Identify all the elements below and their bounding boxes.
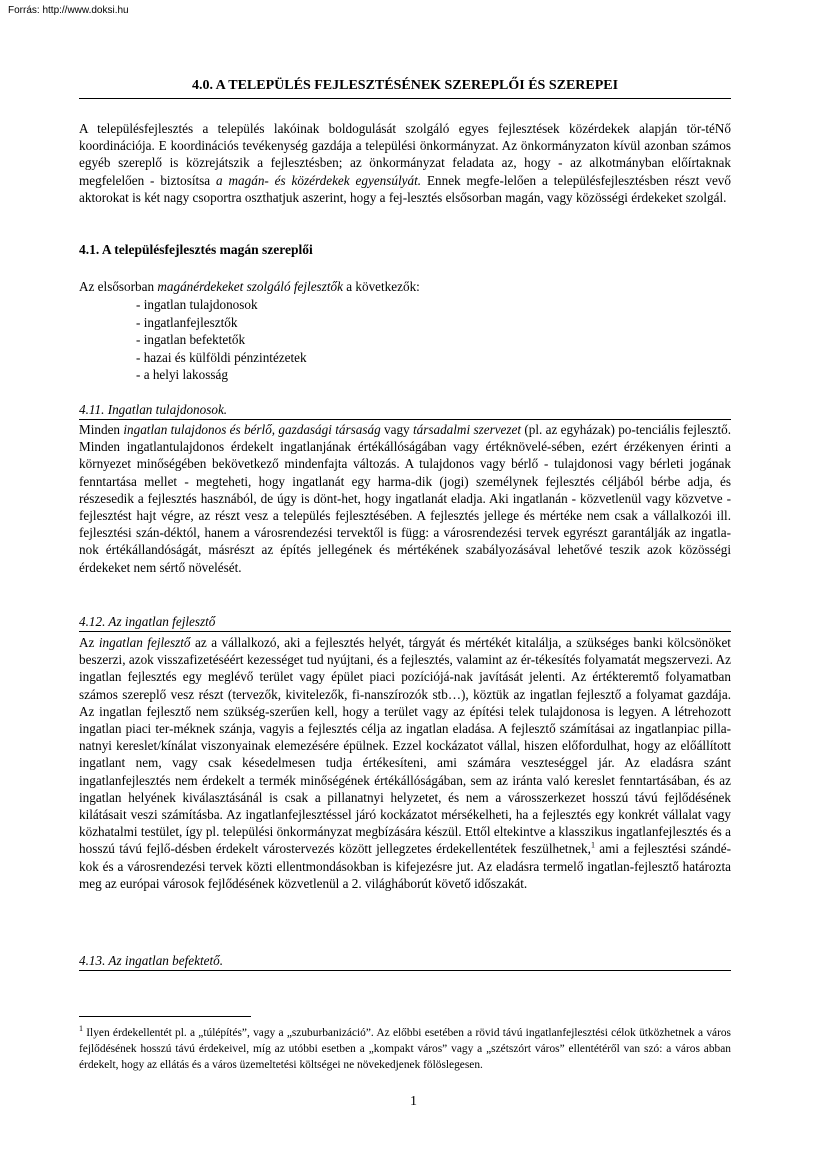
intro-text-2: Ennek megfe-lelően a településfejlesztésben részt vevő aktorokat is két nagy csoportra oszthatjuk aszerint, hogy a fej-lesztés elsősorban magán, vagy közösségi érdekeket szolgál. [79,172,731,205]
footnote-ref: 1 [590,841,595,851]
footnote-text: Ilyen érdekellentét pl. a „túlépítés”, vagy a „szuburbanizáció”. Az előbbi esetében a rövid távú ingatlanfejlesztési célok ütközhetnek a város fejlődésének hosszú távú érdekeivel, míg az utóbbi esetben a „kompakt város” vagy a „szétszórt város” ellentétéről van szó: a város abban érdekelt, hogy az ellátás és a város üzemeltetési költségei ne növekedjenek fölöslegesen. [79,1027,731,1071]
footnote [79,1025,731,1073]
intro-italic: a magán- és közérdekek egyensúlyát. [216,172,422,188]
intro-paragraph [79,120,731,206]
s411-italic-1: ingatlan tulajdonos és bérlő, gazdasági társaság [123,422,381,437]
list-item: - ingatlan befektetők [136,332,246,348]
list-item: - a helyi lakosság [136,367,228,383]
section-heading-4-1: 4.1. A településfejlesztés magán szereplői [79,242,313,257]
section-4-12-paragraph [79,634,731,892]
source-label: Forrás: http://www.doksi.hu [8,5,129,16]
s411-text-3: (pl. az egyházak) po-tenciális fejlesztő. Minden ingatlantulajdonos érdekelt ingatlanjának értékállóságában vagy értéknövelé-sében, ezért érzékenyen érinti a környezet minőségében bekövetkező mindenfajta változás. A tulajdonos vagy bérlő - tulajdonosi vagy bérleti jogának fenntartása mellet - megteheti, hogy ingatlanát egy harma-dik (jogi) személynek fejlesztés céljából bérbe adja, és részesedik a fejlesztés hasznából, de úgy is dönt-het, hogy ingatlanát eladja. Aki ingatlanán - közvetlenül vagy közvetve - fejlesztést hajt végre, az részt vesz a település fejlesztésében. A fejlesztés jellege és mértéke nem csak a vállalkozói ill. fejlesztési szán-déktól, hanem a városrendezési tervektől is függ: a városrendezési tervek egyrészt garantálják az ingatla-nok értékállandóságát, másrészt az építés jellegének és mértékének szabályozásával lehetővé teszik azok közösségi érdekeket nem sértő növelését. [79,422,731,575]
list-item: - hazai és külföldi pénzintézetek [136,349,307,365]
s412-italic-1: ingatlan fejlesztő [98,635,191,650]
intro-text-1: A településfejlesztés a település lakóinak boldogulását szolgáló egyes fejlesztések közérdekek alapján tör-téNő koordinációja. E koordinációs tevékenység gazdája a települési önkormányzat. Az önkormányzaton kívül azonban számos egyéb szereplő is közrejátszik a fejlesztésben; az önkormányzat feladata az, hogy - az alkotmányban előírtaknak megfelelően - biztosítsa [79,121,731,188]
section-heading-4-11: 4.11. Ingatlan tulajdonosok. [79,402,731,420]
section-heading-4-13: 4.13. Az ingatlan befektető. [79,953,731,971]
lead-tail: a következők: [342,279,420,294]
section-4-1-lead [79,278,420,296]
footnote-divider [79,1016,251,1017]
section-4-11-paragraph [79,421,731,576]
s411-italic-2: társadalmi szervezet [412,422,522,437]
section-heading-4-12: 4.12. Az ingatlan fejlesztő [79,614,731,632]
lead-text: Az elsősorban [79,279,158,294]
list-item: - ingatlan tulajdonosok [136,297,258,312]
page-title: 4.0. A TELEPÜLÉS FEJLESZTÉSÉNEK SZEREPLŐI ÉS SZEREPEI [79,78,731,99]
list-item: - ingatlanfejlesztők [136,314,238,330]
s412-text-1: Az [79,635,99,650]
s411-text-2: vagy [380,422,413,437]
developer-list [136,296,307,384]
s412-text-2: az a vállalkozó, aki a fejlesztés helyét, tárgyát és mértékét kitalálja, a szükséges banki kölcsönöket beszerzi, azok visszafizetéséért kezességet tud nyújtani, és a fejlesztés, valamint az ér-tékesítés folyamatát megszervezi. Az ingatlan fejlesztés egy meglévő terület vagy épület piaci pozíciójá-nak javítását jelenti. Az értékteremtő folyamatban számos szereplő vesz részt (tervezők, kivitelezők, fi-nanszírozók stb…), köztük az ingatlan fejlesztő a folyamat gazdája. Az ingatlan fejlesztő nem szükség-szerűen kell, hogy a terület vagy az építési telek tulajdonosa is legyen. A létrehozott ingatlan piaci ter-méknek szánja, vagyis a fejlesztés célja az ingatlan eladása. A fejlesztő számításai az ingatlanpiac pilla-natnyi kereslet/kínálat viszonyainak elemezésére épülnek. Ezzel kockázatot vállal, hiszen előfordulhat, hogy az előállított ingatlant nem, vagy csak késedelmesen tudja értékesíteni, ami számára veszteséggel jár. Az eladásra szánt ingatlanfejlesztés nem érdekelt a termék minőségének értékállóságában, sem az iránta való kereslet fenntartásában, és az ingatlan helyének kiválasztásánál is csak a pillanatnyi helyzetet, és nem a városszerkezet hosszú távú fejlődésének kilátásait veszi számításba. Az ingatlanfejlesztéssel járó kockázatot mérsékelheti, ha a fejlesztés egy konkrét vállalat vagy közhatalmi testület, így pl. települési önkormányzat megbízására készül. Ettől eltekintve a klasszikus ingatlanfejlesztés és a hosszú távú fejlő-désben érdekelt várostervezés között jellegzetes érdekellentétek feszülhetnek, [79,635,731,857]
s411-text-1: Minden [79,422,124,437]
footnote-number: 1 [79,1024,83,1034]
page-number: 1 [410,1094,417,1109]
s412-text-3: ami a fejlesztési szándé-kok és a városrendezési tervek közti ellentmondásokban is kifejezésre jut. Az eladásra termelő ingatlan-fejlesztő határozta meg az európai városok fejlődésének közvetlenül a 2. világháborút követő időszakát. [79,841,731,891]
lead-italic: magánérdekeket szolgáló fejlesztők [157,279,343,294]
